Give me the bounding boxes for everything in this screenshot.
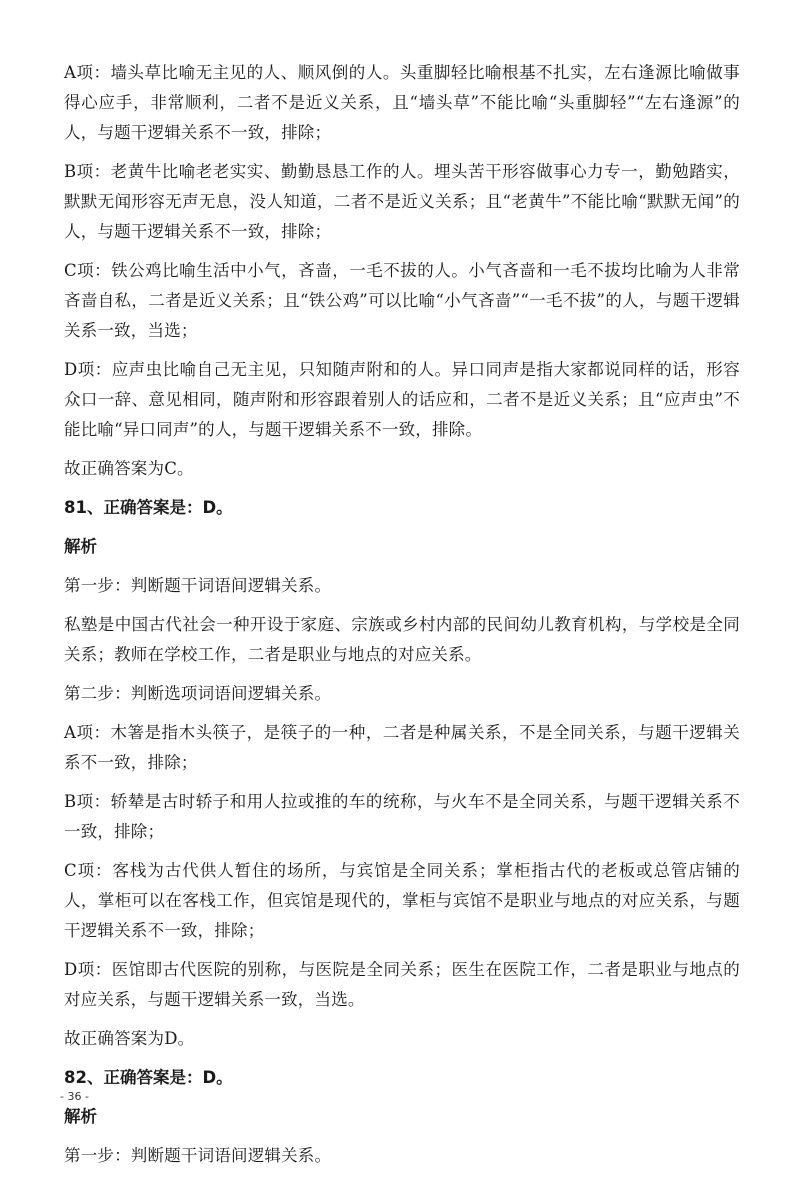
step-two-81: 第二步：判断选项词语间逻辑关系。: [64, 684, 332, 703]
option-b-explanation-81: B项：轿辇是古时轿子和用人拉或推的车的统称，与火车不是全同关系，与题干逻辑关系不一致，排除；: [64, 792, 740, 841]
option-c-explanation-80: C项：铁公鸡比喻生活中小气，吝啬，一毛不拔的人。小气吝啬和一毛不拔均比喻为人非常吝啬自私，二者是近义关系；且“铁公鸡”可以比喻“小气吝啬”“一毛不拔”的人，与题干逻辑关系一致，当选；: [64, 261, 740, 340]
answer-conclusion-80: 故正确答案为C。: [64, 459, 194, 478]
document-body: [64, 58, 740, 1180]
option-a-explanation-80: A项：墙头草比喻无主见的人、顺风倒的人。头重脚轻比喻根基不扎实，左右逢源比喻做事得心应手，非常顺利，二者不是近义关系，且“墙头草”不能比喻“头重脚轻”“左右逢源”的人，与题干逻辑关系不一致，排除；: [64, 63, 740, 142]
answer-heading-82: 82、正确答案是：D。: [64, 1068, 233, 1087]
option-d-explanation-80: D项：应声虫比喻自己无主见，只知随声附和的人。异口同声是指大家都说同样的话，形容众口一辞、意见相同，随声附和形容跟着别人的话应和，二者不是近义关系；且“应声虫”不能比喻“异口同声”的人，与题干逻辑关系不一致，排除。: [64, 360, 740, 439]
answer-conclusion-81: 故正确答案为D。: [64, 1029, 195, 1048]
option-c-explanation-81: C项：客栈为古代供人暂住的场所，与宾馆是全同关系；掌柜指古代的老板或总管店铺的人，掌柜可以在客栈工作，但宾馆是现代的，掌柜与宾馆不是职业与地点的对应关系，与题干逻辑关系不一致，排除；: [64, 861, 740, 940]
analysis-heading-81: 解析: [64, 537, 97, 556]
stem-explanation-81: 私塾是中国古代社会一种开设于家庭、宗族或乡村内部的民间幼儿教育机构，与学校是全同关系；教师在学校工作，二者是职业与地点的对应关系。: [64, 615, 740, 664]
answer-heading-81: 81、正确答案是：D。: [64, 498, 233, 517]
step-one-82: 第一步：判断题干词语间逻辑关系。: [64, 1146, 332, 1165]
page-number: - 36 -: [60, 1090, 89, 1103]
option-b-explanation-80: B项：老黄牛比喻老老实实、勤勤恳恳工作的人。埋头苦干形容做事心力专一，勤勉踏实，默默无闻形容无声无息，没人知道，二者不是近义关系；且“老黄牛”不能比喻“默默无闻”的人，与题干逻辑关系不一致，排除；: [64, 162, 740, 241]
option-d-explanation-81: D项：医馆即古代医院的别称，与医院是全同关系；医生在医院工作，二者是职业与地点的对应关系，与题干逻辑关系一致，当选。: [64, 960, 740, 1009]
option-a-explanation-81: A项：木箸是指木头筷子，是筷子的一种，二者是种属关系，不是全同关系，与题干逻辑关系不一致，排除；: [64, 723, 740, 772]
analysis-heading-82: 解析: [64, 1107, 97, 1126]
step-one-81: 第一步：判断题干词语间逻辑关系。: [64, 576, 332, 595]
